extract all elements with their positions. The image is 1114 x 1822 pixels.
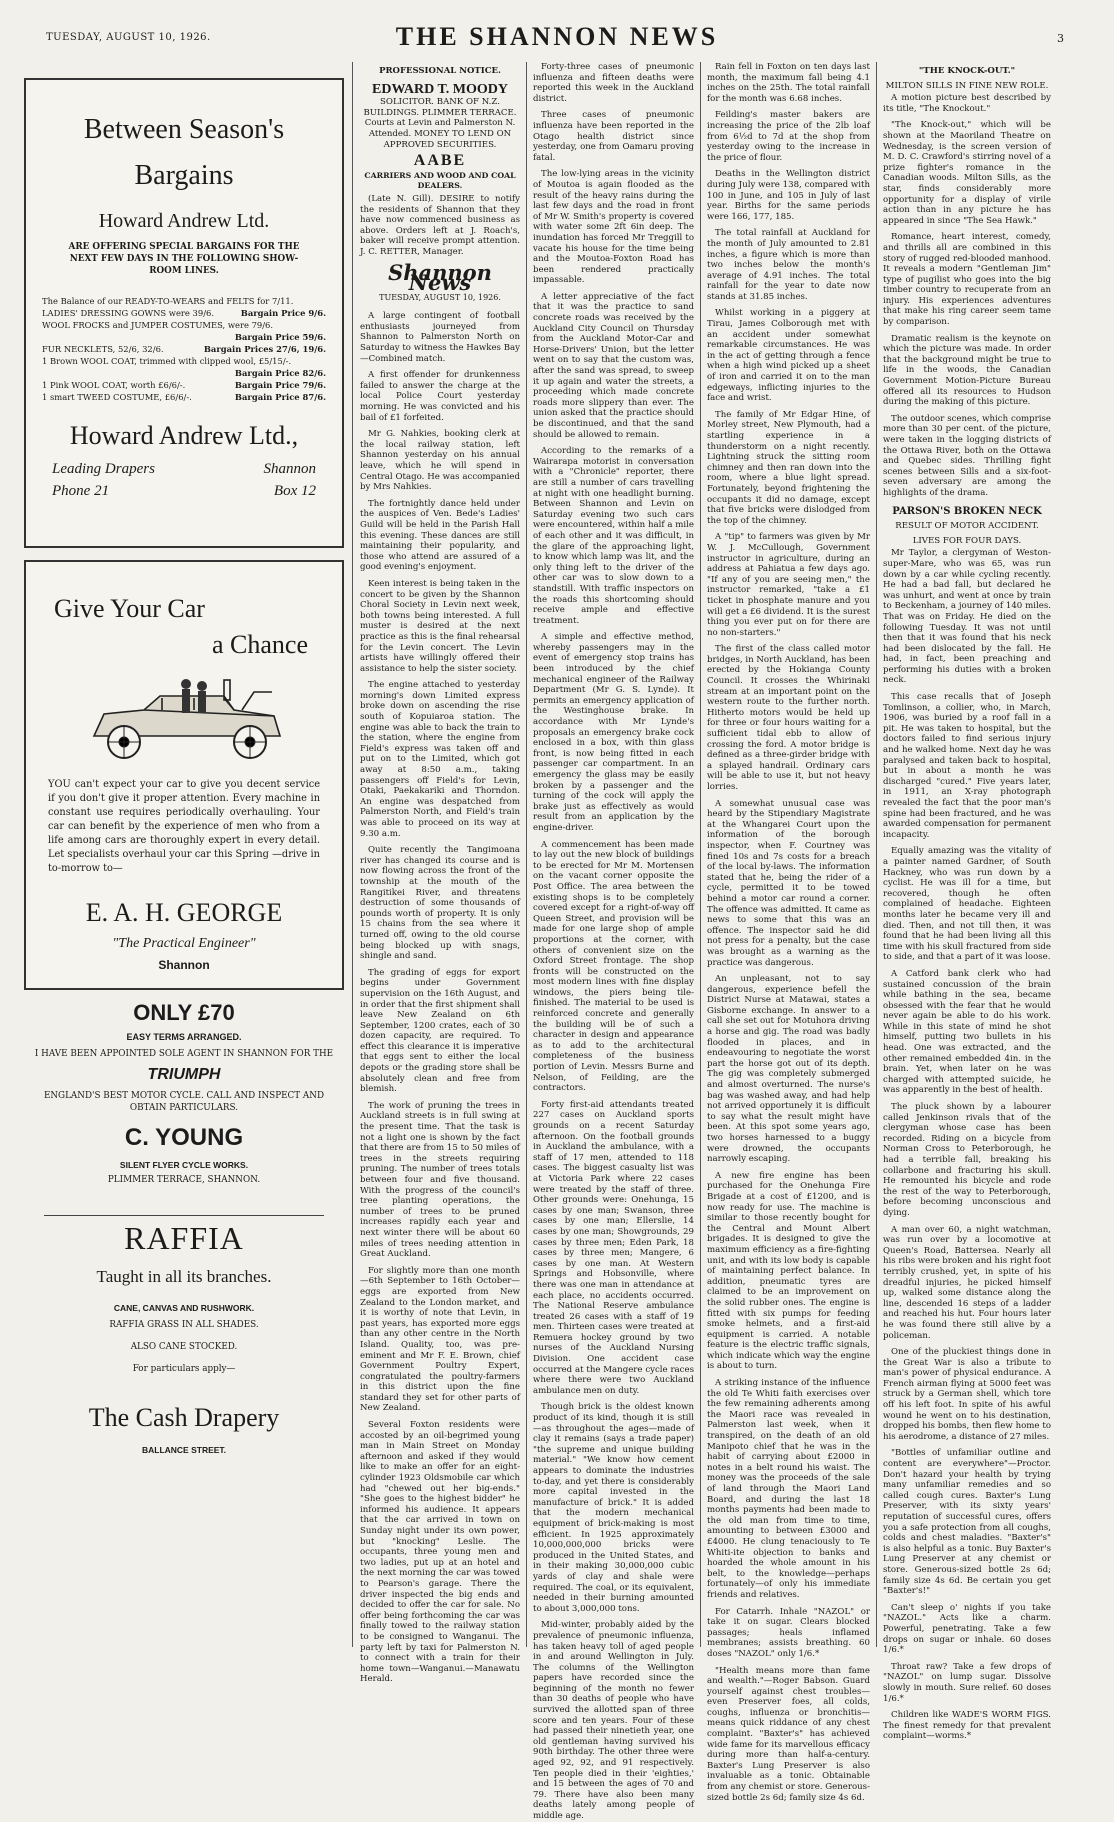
ad-brand: TRIUMPH bbox=[147, 1066, 221, 1083]
ad-title: Bargains bbox=[134, 160, 234, 191]
ad-body: YOU can't expect your car to give you decent service if you don't give it proper attention. Every machine in constant use requires periodically overhauling. Your car can benefit by the experience of men who from a life among cars are thoroughly expert in every detail. Let specialists overhaul your car this Spring —drive in to-morrow to— bbox=[48, 779, 320, 874]
item-description: The Balance of our READY-TO-WEARS and FELTS for 7/11. bbox=[42, 296, 294, 306]
ad-line: RAFFIA GRASS IN ALL SHADES. bbox=[109, 1320, 259, 1330]
aabe-body: (Late N. Gill). DESIRE to notify the residents of Shannon that they have now commenced business as above. Orders left at J. Roach's, baker will receive prompt attention. J. C. RETTER, Manager. bbox=[360, 193, 520, 257]
ad-body: I HAVE BEEN APPOINTED SOLE AGENT IN SHANNON FOR THE bbox=[34, 1049, 334, 1059]
item-price: Bargain Price 82/6. bbox=[234, 368, 326, 378]
ad-title: a Chance bbox=[212, 630, 309, 659]
news-paragraph: Children like WADE'S WORM FIGS. The finest remedy for that prevalent complaint—worms.* bbox=[883, 1710, 1051, 1742]
ad-c-young bbox=[24, 1000, 344, 1186]
news-paragraph: For slightly more than one month —6th September to 16th October—eggs are exported from New Zealand to the London market, and it is worthy of note that Levin, in past years, has exported more eggs than any other centre in the North Island. Quality, too, was pre-eminent and Mr F. E. Brown, chief Government Poultry Expert, congratulated the poultry-farmers in this district upon the fine standard they set for other parts of New Zealand. bbox=[360, 1265, 520, 1414]
news-paragraph: According to the remarks of a Wairarapa motorist in conversation with a "Chronicle" reporter, there are still a number of cars travelling at night with one headlight burning. Between Shannon and Levin on Saturday evening two such cars were encountered, within half a mile of each other and it was difficult, in the glare of the approaching light, to know which lamp was lit, and the only thing left to the driver of the other car was to slow down to a standstill. With traffic inspectors on the roads this shortcoming should receive ample and effective treatment. bbox=[533, 446, 694, 626]
price-list-item bbox=[26, 355, 342, 367]
aabe-name: AABE bbox=[413, 152, 467, 170]
price-list bbox=[26, 295, 342, 403]
ad-ea-h-george bbox=[24, 560, 344, 990]
ad-phone: Phone 21 bbox=[52, 483, 110, 499]
news-paragraph: One of the pluckiest things done in the Great War is also a tribute to man's power of physical endurance. A French airman flying at 5000 feet was struck by a German shell, which tore off his left foot. In spite of his awful wound he went on to his destination, dropped his bombs, then flew home to his aerodrome, a distance of 27 miles. bbox=[883, 1347, 1051, 1442]
news-paragraph: Mr G. Nahkies, booking clerk at the local railway station, left Shannon yesterday on his annual leave, which he will spend in Central Otago. He was accompanied by Mrs Nahkies. bbox=[360, 429, 520, 493]
price-list-item bbox=[26, 343, 342, 355]
news-paragraph: Equally amazing was the vitality of a painter named Gardner, of South Hackney, who was run down by a cyclist. He was ill for a time, but recovered, though he often complained of headache. Eighteen months later he became very ill and died. Then, and not till then, it was found that he had been living all this time with his skull fractured from side to side, and that a part of it was loose. bbox=[883, 846, 1051, 963]
news-paragraph: Feilding's master bakers are increasing the price of the 2lb loaf from 6½d to 7d at the shop from yesterday owing to the increase in the price of flour. bbox=[707, 110, 870, 163]
ad-name: E. A. H. GEORGE bbox=[85, 898, 283, 927]
news-paragraph: Though brick is the oldest known product of its kind, though it is still—as throughout the ages—made of clay it remains (says a trade paper) "the supreme and unique building material." "We know how cement appears to dominate the industries to-day, and yet there is considerably more capital invested in the manufacture of brick." It is added that the modern mechanical equipment of brick-making is most efficient. In 1925 approximately 10,000,000,000 bricks were produced in the United States, and in their making 30,000,000 cubic yards of clay and shale were required. The coal, or its equivalent, needed in their burning amounted to about 3,000,000 tons. bbox=[533, 1402, 694, 1614]
moody-name: EDWARD T. MOODY bbox=[372, 81, 508, 97]
news-paragraph: A simple and effective method, whereby passengers may in the event of emergency stop trains has been introduced by the chief mechanical engineer of the Railway Department (Mr G. S. Lynde). It permits an emergency application of the Westinghouse brake. In accordance with Mr Lynde's proposals an emergency brake cock enclosed in a box, with thin glass front, is now being fitted in each passenger car compartment. In an emergency the glass may be easily broken by a passenger and the turning of the cock will apply the brake just as effectively as would result from an application by the engine-driver. bbox=[533, 632, 694, 833]
news-paragraph: An unpleasant, not to say dangerous, experience befell the District Nurse at Matawai, states a Gisborne exchange. In answer to a call she set out for Motuhora driving a horse and gig. The road was badly flooded in places, and in endeavouring to negotiate the worst part the horse got out of its depth. The gig was completely submerged and almost overturned. The nurse's bag was washed away, and had help not arrived opportunely it is difficult to say what the result might have been. At this spot some years ago, two horses harnessed to a buggy were drowned, the occupants narrowly escaping. bbox=[707, 974, 870, 1165]
item-price: Bargain Price 87/6. bbox=[234, 392, 326, 402]
column-rule bbox=[876, 62, 877, 1647]
news-paragraph: A first offender for drunkenness failed to answer the charge at the local Police Court yesterday morning. He was convicted and his bail of £1 forfeited. bbox=[360, 370, 520, 423]
news-paragraph: Keen interest is being taken in the concert to be given by the Shannon Choral Society in Levin next week, both towns being interested. A full muster is desired at the next practice as this is the final rehearsal for the Levin concert. The Levin artists have willingly offered their assistance to help the sister society. bbox=[360, 578, 520, 674]
ad-name: C. YOUNG bbox=[124, 1124, 244, 1151]
column-rule bbox=[700, 62, 701, 1647]
news-paragraph: A large contingent of football enthusiasts journeyed from Shannon to Palmerston North on Saturday to witness the Hawkes Bay—Combined match. bbox=[360, 311, 520, 364]
notice-label: PROFESSIONAL NOTICE. bbox=[379, 66, 501, 76]
ad-street: BALLANCE STREET. bbox=[141, 1445, 227, 1455]
ad-footer-row bbox=[26, 485, 342, 497]
ad-howard-andrew bbox=[24, 78, 344, 548]
page-number: 3 bbox=[1057, 32, 1064, 45]
column-3 bbox=[533, 62, 694, 1821]
news-paragraph: A letter appreciative of the fact that it was the practice to sand concrete roads was received by the Auckland City Council on Thursday from the Auckland Motor-Car and Horse-Drivers' Union, but the letter went on to say that the custom was, after the sand was spread, to sweep it up again and water the streets, a proceeding which made concrete roads more slippery than ever. The union asked that the practice should be discontinued, and that the sand should be allowed to remain. bbox=[533, 291, 694, 440]
news-paragraph: The pluck shown by a labourer called Jenkinson rivals that of the clergyman whose case has been recorded. Riding on a bicycle from Norman Cross to Peterborough, he had a terrible fall, breaking his collarbone and fracturing his skull. He remounted his bicycle and rode the rest of the way to Peterborough, before becoming unconscious and dying. bbox=[883, 1102, 1051, 1218]
item-price: Bargain Price 59/6. bbox=[234, 332, 326, 342]
news-paragraph: A "tip" to farmers was given by Mr W. J. McCullough, Government instructor in agriculture, during an address at Pahiatua a few days ago. "If any of you are seeing men," the instructor remarked, "take a £1 ticket in phosphate manure and you will get a £6 dividend. It is the surest thing you ever put on for there are no non-starters." bbox=[707, 532, 870, 638]
article-subheading: LIVES FOR FOUR DAYS. bbox=[912, 535, 1022, 546]
vintage-car-icon bbox=[74, 670, 294, 768]
ad-intro: ARE OFFERING SPECIAL BARGAINS FOR THE NEXT FEW DAYS IN THE FOLLOWING SHOW-ROOM LINES. bbox=[68, 242, 300, 276]
news-paragraph: Dramatic realism is the keynote on which the picture was made. In order that the background might be true to life in the woods, the Canadian Government Motion-Picture Bureau offered all its resources to Hudson during the making of this picture. bbox=[883, 333, 1051, 408]
article-heading: PARSON'S BROKEN NECK bbox=[892, 505, 1042, 517]
item-price: Bargain Prices 27/6, 19/6. bbox=[203, 344, 326, 354]
ad-line: CANE, CANVAS AND RUSHWORK. bbox=[113, 1303, 255, 1313]
news-paragraph: The first of the class called motor bridges, in North Auckland, has been erected by the Hokianga County Council. It crosses the Whirinaki stream at an important point on the western route to the further north. Hitherto motors would be held up for three or four hours waiting for a sufficient tidal ebb to allow of crossing the ford. A motor bridge is defined as a three-girder bridge with a splayed handrail. Ordinary cars will be able to use it, but not heavy lorries. bbox=[707, 644, 870, 792]
news-paragraph: A commencement has been made to lay out the new block of buildings to be erected for Mr M. Mortensen on the vacant corner opposite the Post Office. The area between the existing shops is to be completely covered except for a right-of-way off Queen Street, and provision will be made for one large shop of ample proportions at the corner, with others of convenient size on the Oxford Street frontage. The shop fronts will be constructed on the most modern lines with fine display windows, the piers being tile-finished. The material to be used is reinforced concrete and generally the building will be of such a character in design and appearance as to add to the architectural completeness of the business portion of Levin. Messrs Burne and Nelson, of Feilding, are the contractors. bbox=[533, 839, 694, 1094]
column-2 bbox=[360, 62, 520, 1685]
news-paragraph: Three cases of pneumonic influenza have been reported in the Otago health district since yesterday, one from Oamaru proving fatal. bbox=[533, 110, 694, 163]
moody-body: SOLICITOR. BANK OF N.Z. BUILDINGS. PLIMMER TERRACE. Courts at Levin and Palmerston N. Attended. MONEY TO LEND ON APPROVED SECURITIES. bbox=[363, 97, 517, 150]
ad-headline: ONLY £70 bbox=[133, 1000, 235, 1025]
item-price: Bargain Price 79/6. bbox=[234, 380, 326, 390]
flag-title: Shannon News bbox=[388, 259, 492, 296]
price-list-item bbox=[26, 391, 342, 403]
price-list-item bbox=[26, 307, 342, 319]
ad-footer-row bbox=[26, 463, 342, 475]
col2-articles bbox=[360, 311, 520, 1685]
news-paragraph: The work of pruning the trees in Auckland streets is in full swing at the present time. That the task is not a light one is shown by the fact that there are from 15 to 50 miles of trees in the streets requiring pruning. The number of trees totals between four and five thousand. With the progress of the council's tree planting operations, the number of trees to be pruned increases rapidly each year and next winter there will be about 60 miles of trees needing attention in Great Auckland. bbox=[360, 1100, 520, 1260]
col4-articles bbox=[707, 62, 870, 1803]
price-list-item bbox=[26, 319, 342, 331]
col5-articles bbox=[883, 1448, 1051, 1741]
item-description: 1 Pink WOOL COAT, worth £6/6/-. bbox=[42, 380, 186, 390]
ad-name: The Cash Drapery bbox=[88, 1403, 280, 1432]
ad-town: Shannon bbox=[263, 461, 316, 477]
news-paragraph: "The Knock-out," which will be shown at the Maoriland Theatre on Wednesday, is the screen version of M. D. C. Crawford's stirring novel of a prize fighter's romance in the Canadian woods. Milton Sills, as the star, finds considerably more opportunity for a display of virile action than in any picture he has appeared in since "The Sea Hawk." bbox=[883, 120, 1051, 226]
news-paragraph: This case recalls that of Joseph Tomlinson, a collier, who, in March, 1906, was buried by a roof fall in a pit. He was taken to hospital, but the doctors failed to find serious injury and he walked home. Next day he was paralysed and taken back to hospital, but in about a month he was discharged "cured." Five years later, in 1911, an X-ray photograph revealed the fact that the poor man's spine had been fractured, and he was awarded compensation for permanent incapacity. bbox=[883, 692, 1051, 840]
ad-town: Shannon bbox=[158, 958, 210, 972]
item-description: 1 smart TWEED COSTUME, £6/6/-. bbox=[42, 392, 192, 402]
ad-line: For particulars apply— bbox=[132, 1364, 236, 1374]
news-paragraph: A new fire engine has been purchased for the Onehunga Fire Brigade at a cost of £1200, and is now ready for use. The machine is similar to those recently bought for the Central and Mount Albert brigades. It is designed to give the maximum efficiency as a fire-fighting unit, and with its low body is capable of maintaining perfect balance. In addition, pneumatic tyres are claimed to be an improvement on the solid rubber ones. The engine is fitted with six pumps for feeding smoke helmets, and a first-aid equipment is carried. A notable feature is the electric traffic signals, which indicate which way the engine is about to turn. bbox=[707, 1170, 870, 1372]
ad-cash-drapery bbox=[24, 1220, 344, 1455]
news-paragraph: Forty-three cases of pneumonic influenza and fifteen deaths were reported this week in the Auckland district. bbox=[533, 62, 694, 104]
item-description: 1 Brown WOOL COAT, trimmed with clipped wool, £5/15/-. bbox=[42, 356, 292, 366]
aabe-sub: CARRIERS AND WOOD AND COAL DEALERS. bbox=[364, 170, 516, 191]
news-paragraph: The grading of eggs for export begins under Government supervision on the 16th August, and in order that the first shipment shall leave New Zealand on 6th September, 1200 crates, each of 30 dozen capacity, are required. To effect this clearance it is imperative that eggs sent to either the local depots or the grading store shall be absolutely clean and free from blemish. bbox=[360, 967, 520, 1095]
news-paragraph: Romance, heart interest, comedy, and thrills all are combined in this story of rugged red-blooded manhood. It reveals a modern "Gentleman Jim" type of pugilist who goes into the big timber country to recuperate from an injury. His experiences adventures that make his ring career seem tame by comparison. bbox=[883, 232, 1051, 328]
masthead-title: THE SHANNON NEWS bbox=[395, 22, 719, 51]
ad-works: SILENT FLYER CYCLE WORKS. bbox=[119, 1160, 249, 1170]
news-paragraph: Mr Taylor, a clergyman of Weston-super-Mare, who was 65, was run down by a car while cycling recently. He had a bad fall, but declared he was unhurt, and went at once by train to Beckenham, a journey of 140 miles. That was on Friday. He died on the following Tuesday. It was not until then that it was found that his neck had been dislocated by the fall. He had, in fact, been preaching and performing his duties with a broken neck. bbox=[883, 548, 1051, 686]
ad-title: Give Your Car bbox=[54, 594, 205, 623]
news-paragraph: Forty first-aid attendants treated 227 cases on Auckland sports grounds on a recent Saturday afternoon. On the football grounds in Auckland the ambulance, with a staff of 17 men, attended to 118 cases. The biggest casualty list was at Victoria Park where 22 cases were treated by the staff of three. Other grounds were: Onehunga, 15 cases by one man; Swanson, three cases by one man; Ellerslie, 14 cases by one man; Showgrounds, 29 cases by three men; Eden Park, 18 cases by three men; Mangere, 6 cases by one man. At Western Springs and Hobsonville, where there was one man in attendance at each place, no accidents occurred. The National Reserve ambulance treated 26 cases with a staff of 19 men. Thirteen cases were treated at Remuera hockey ground by two nurses of the Auckland Nursing Division. One accident case occurred at the Mangere cycle races where there were two Auckland ambulance men on duty. bbox=[533, 1099, 694, 1396]
news-paragraph: A Catford bank clerk who had sustained concussion of the brain while bathing in the sea, became obsessed with the fear that he would never again be able to do his work. While in this state of mind he shot himself, putting two bullets in his head. One was extracted, and the other remained embedded 4in. in the brain. Yet, when later on he was charged with attempted suicide, he was apparently in the best of health. bbox=[883, 968, 1051, 1096]
news-paragraph: "Bottles of unfamiliar outline and content are everywhere"—Proctor. Don't hazard your health by trying many unfamiliar remedies and so called cough cures. Baxter's Lung Preserver, with its sixty years' reputation of successful cures, offers you a safe protection from all coughs, colds and chest maladies. "Baxter's" is also helpful as a tonic. Buy Baxter's Lung Preserver at any chemist or store. Generous-sized bottle 2s 6d; family size 4s 6d. Be certain you get "Baxter's!" bbox=[883, 1448, 1051, 1597]
column-5 bbox=[883, 62, 1052, 1742]
ad-title: Between Season's bbox=[83, 114, 285, 145]
masthead-date: TUESDAY, AUGUST 10, 1926. bbox=[46, 32, 211, 43]
news-paragraph: Quite recently the Tangimoana river has changed its course and is now flowing across the front of the township at the mouth of the Rangitikei River, and threatens destruction of some thousands of pounds worth of property. It is only 15 chains from the sea where it turned off, owing to the old course being blocked up with snags, shingle and sand. bbox=[360, 845, 520, 962]
news-paragraph: The fortnightly dance held under the auspices of Ven. Bede's Ladies' Guild will be held in the Parish Hall this evening. These dances are still maintaining their popularity, and those who attend are assured of a good evening's enjoyment. bbox=[360, 498, 520, 573]
ad-body: ENGLAND'S BEST MOTOR CYCLE. CALL AND INSPECT AND OBTAIN PARTICULARS. bbox=[43, 1091, 325, 1113]
column-rule bbox=[526, 62, 527, 1647]
flag-date: TUESDAY, AUGUST 10, 1926. bbox=[379, 292, 501, 302]
news-paragraph: The total rainfall at Auckland for the month of July amounted to 2.81 inches, a figure which is more than two inches below the month's average of 4.91 inches. The total rainfall for the year to date now stands at 31.85 inches. bbox=[707, 228, 870, 302]
news-paragraph: Rain fell in Foxton on ten days last month, the maximum fall being 4.1 inches on the 25th. The total rainfall for the month was 6.68 inches. bbox=[707, 62, 870, 104]
article-heading: "THE KNOCK-OUT." bbox=[918, 66, 1016, 76]
divider bbox=[44, 1215, 324, 1216]
price-list-item bbox=[26, 331, 342, 343]
article-subheading: RESULT OF MOTOR ACCIDENT. bbox=[895, 521, 1039, 532]
news-paragraph: Throat raw? Take a few drops of "NAZOL" on lump sugar. Dissolve slowly in mouth. Sure relief. 60 doses 1/6.* bbox=[883, 1661, 1051, 1704]
col5-articles bbox=[883, 93, 1051, 498]
ad-tagline: "The Practical Engineer" bbox=[112, 936, 256, 951]
news-paragraph: Can't sleep o' nights if you take "NAZOL." Acts like a charm. Powerful, penetrating. Take a few drops on sugar or inhale. 60 doses 1/6.* bbox=[883, 1602, 1051, 1656]
news-paragraph: Deaths in the Wellington district during July were 138, compared with 100 in June, and 105 in July of last year. Births for the same periods were 166, 177, 185. bbox=[707, 169, 870, 222]
ad-sub: EASY TERMS ARRANGED. bbox=[126, 1032, 242, 1042]
ad-firm: Howard Andrew Ltd. bbox=[98, 210, 270, 232]
news-paragraph: Whilst working in a piggery at Tirau, James Colborough met with an accident under somewhat remarkable circumstances. He was in the act of getting through a fence when a high wind picked up a sheet of iron and carried it on to the man edgeways, inflicting injuries to the face and wrist. bbox=[707, 308, 870, 404]
news-paragraph: For Catarrh. Inhale "NAZOL" or take it on sugar. Clears blocked passages; heals inflamed membranes; assists breathing. 60 doses "NAZOL" only 1/6.* bbox=[707, 1606, 870, 1659]
column-4 bbox=[707, 62, 870, 1803]
price-list-item bbox=[26, 379, 342, 391]
ad-leading: Leading Drapers bbox=[52, 461, 155, 477]
news-paragraph: The engine attached to yesterday morning's down Limited express broke down on ascending the rise south of Kopuiaroa station. The engine was able to back the train to the station, where the engine from Field's express was taken off and put on to the Limited, which got away at 8:50 a.m., taking passengers off Field's for Levin, Otaki, Paekakariki and Thorndon. An engine was despatched from Palmerston North, and Field's train was able to proceed on its way at 9.30 a.m. bbox=[360, 680, 520, 839]
item-description: LADIES' DRESSING GOWNS were 39/6. bbox=[42, 308, 215, 318]
news-paragraph: Several Foxton residents were accosted by an oil-begrimed young man in Main Street on Monday afternoon and asked if they would like to make an offer for an eight-cylinder 1923 Oldsmobile car which had "chewed out her big-ends." "She goes to the highest bidder" he informed his audience. It appears that the car arrived in town on Sunday night under its own power, but "knocking" Leslie. The occupants, three young men and two ladies, put up at an hotel and the next morning the car was towed to Pearson's garage. There the driver inspected the big ends and decided to offer the car for sale. No offer being forthcoming the car was finally towed to the railway station to be consigned to Wanganui. The party left by taxi for Palmerston N. to connect with a train for their home town—Wanganui.—Manawatu Herald. bbox=[360, 1420, 520, 1685]
price-list-item bbox=[26, 295, 342, 307]
news-paragraph: Mid-winter, probably aided by the prevalence of pneumonic influenza, has taken heavy toll of aged people in and around Wellington in July. The columns of the Wellington papers have recorded since the beginning of the month no fewer than 30 deaths of people who have survived the allotted span of three score and ten years. Four of these had passed their ninetieth year, one old gentleman having survived his 90th birthday. The other three were aged 92, 92, and 91 respectively. Ten people died in their 'eighties,' and 15 between the ages of 70 and 79. There have also been many deaths lately among people of middle age. bbox=[533, 1620, 694, 1821]
col3-articles bbox=[533, 62, 694, 1822]
news-paragraph: The low-lying areas in the vicinity of Moutoa is again flooded as the result of the heavy rains during the last few days and the road in front of Mr W. Smith's property is covered with water some 2ft 6in deep. The inundation has forced Mr Treggill to vacate his house for the time being and the Moutoa-Foxton Road has been rendered practically impassable. bbox=[533, 169, 694, 286]
price-list-item bbox=[26, 367, 342, 379]
ad-address: PLIMMER TERRACE, SHANNON. bbox=[107, 1175, 261, 1185]
ad-line: ALSO CANE STOCKED. bbox=[130, 1342, 238, 1352]
news-paragraph: The outdoor scenes, which comprise more than 30 per cent. of the picture, were taken in the logging districts of the Ottawa River, both on the Ottawa and Quebec sides. Thrilling fight scenes between Sills and a six-foot-seven adversary are among the highlights of the drama. bbox=[883, 413, 1051, 498]
news-paragraph: A striking instance of the influence the old Te Whiti faith exercises over the few remaining adherents among the Maori race was revealed in Palmerston last week, when it transpired, on the death of an old Manipoto chief that he was in the habit of carrying about £2000 in notes in a belt round his waist. The money was the proceeds of the sale of land through the Maori Land Board, and during the last 18 months payments had been made to the old man from time to time, amounting to between £3000 and £4000. He clung tenaciously to Te Whiti-ite objection to banks and hoarded the whole amount in his belt, to the knowledge—perhaps fortunately—of only his immediate friends and relatives. bbox=[707, 1378, 870, 1600]
ad-sub: Taught in all its branches. bbox=[96, 1267, 272, 1286]
news-paragraph: A somewhat unusual case was heard by the Stipendiary Magistrate at the Whangarei Court upon the information of the borough inspector, when F. Courtney was fined 10s and 7s costs for a breach of the local by-laws. The information stated that he, being the rider of a cycle, permitted it to be towed behind a motor car round a corner. The offence was admitted. It came as news to some that this was an offence. The inspector said he did not press for a penalty, but the case was brought as a warning as the practice was dangerous. bbox=[707, 798, 870, 968]
ad-headline: RAFFIA bbox=[124, 1220, 244, 1256]
item-description: WOOL FROCKS and JUMPER COSTUMES, were 79/6. bbox=[42, 320, 274, 330]
item-price: Bargain Price 9/6. bbox=[240, 308, 326, 318]
column-rule bbox=[352, 62, 353, 1647]
item-description: FUR NECKLETS, 52/6, 32/6. bbox=[42, 344, 164, 354]
ad-box: Box 12 bbox=[273, 483, 316, 499]
news-paragraph: The family of Mr Edgar Hine, of Morley street, New Plymouth, had a startling experience in a thunderstorm on a night recently. Lightning struck the sitting room chimney and then ran down into the room, where a blue light spread. Fortunately, beyond frightening the occupants it did no damage, except that five bricks were dislodged from the top of the chimney. bbox=[707, 409, 870, 526]
ad-firm: Howard Andrew Ltd., bbox=[69, 421, 299, 450]
news-paragraph: A motion picture best described by its title, "The Knockout." bbox=[883, 93, 1051, 114]
col5-articles bbox=[883, 548, 1051, 1442]
article-subheading: MILTON SILLS IN FINE NEW ROLE. bbox=[885, 80, 1049, 91]
masthead bbox=[40, 18, 1074, 58]
news-paragraph: "Health means more than fame and wealth."—Roger Babson. Guard yourself against chest troubles—even Preserver foes, all colds, coughs, influenza or bronchitis—means quick riddance of any chest complaint. "Baxter's" has achieved wide fame for its marvellous efficacy during more than half-a-century. Baxter's Lung Preserver is also invaluable as a tonic. Obtainable from any chemist or store. Generous-sized bottle 2s 6d; family size 4s 6d. bbox=[707, 1665, 870, 1803]
news-paragraph: A man over 60, a night watchman, was run over by a locomotive at Queen's Road, Battersea. Nearly all his ribs were broken and his right foot terribly crushed, yet, in spite of his dreadful injuries, he picked himself up, walked some distance along the line, descended 16 steps of a ladder and reached his hut. Four hours later he was found there still alive by a policeman. bbox=[883, 1224, 1052, 1341]
